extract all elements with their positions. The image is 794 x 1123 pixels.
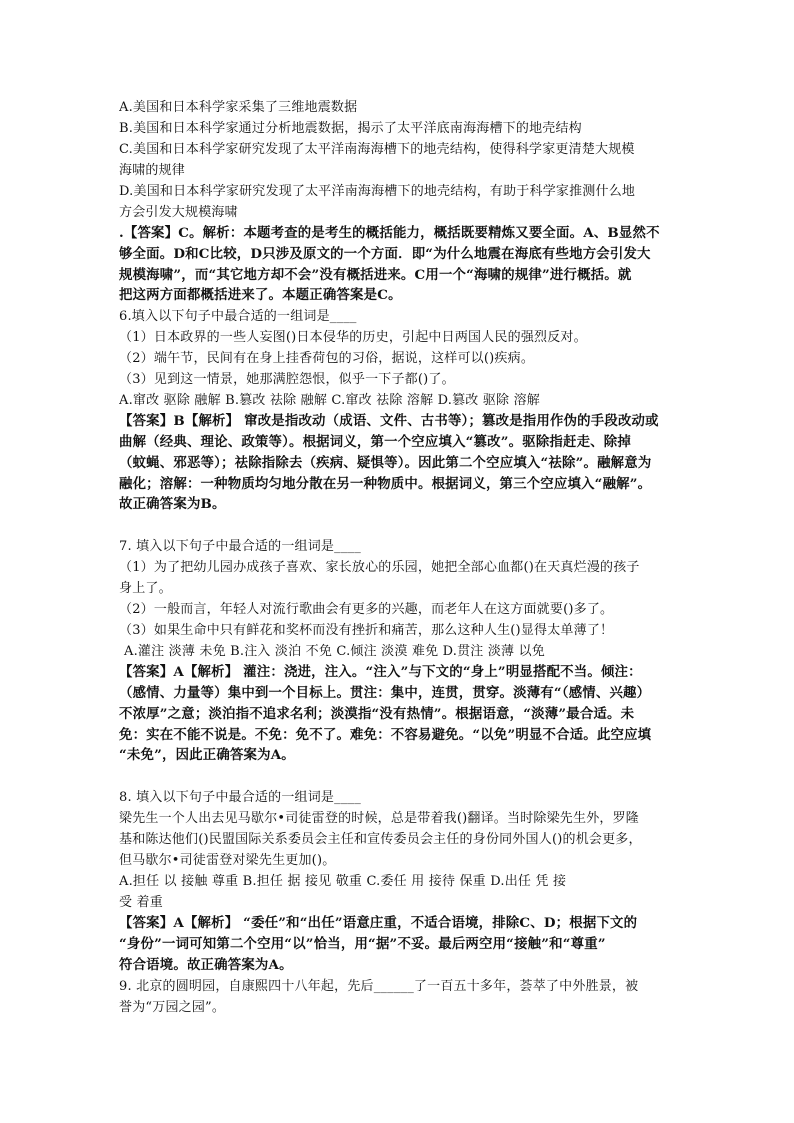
q7-sentence-1-cont: 身上了。 bbox=[119, 581, 172, 597]
q6-answer-line: （蚊蝇、邪恶等）；祛除指除去（疾病、疑惧等）。因此第二个空应填入“祛除”。融解意为 bbox=[119, 454, 652, 471]
q7-answer-line: 免：实在不能不说是。不免：免不了。难免：不容易避免。“以免”明显不合适。此空应填 bbox=[119, 726, 652, 743]
q7-answer-line: （感情、力量等）集中到一个目标上。贯注：集中，连贯，贯穿。淡薄有“（感情、兴趣） bbox=[119, 684, 651, 701]
q5-answer-line: .【答案】C。解析：本题考查的是考生的概括能力，概括既要精炼又要全面。A、B显然不 bbox=[119, 225, 660, 241]
q8-answer-line: 【答案】A【解析】 “委任”和“出任”语意庄重，不适合语境，排除C、D；根据下文的 bbox=[119, 915, 638, 932]
q6-stem: 6.填入以下句子中最合适的一组词是____ bbox=[119, 309, 357, 325]
q5-answer-line: 把这两方面都概括进来了。本题正确答案是C。 bbox=[119, 287, 402, 304]
q8-stem: 8. 填入以下句子中最合适的一组词是____ bbox=[119, 790, 361, 806]
q5-option-d: D.美国和日本科学家研究发现了太平洋南海海槽下的地壳结构，有助于科学家推测什么地 bbox=[119, 184, 636, 199]
q7-stem: 7. 填入以下句子中最合适的一组词是____ bbox=[119, 539, 361, 555]
q8-passage-line: 但马歇尔•司徒雷登对梁先生更加()。 bbox=[119, 853, 336, 869]
q8-options-cont: 受 着重 bbox=[119, 895, 163, 911]
q8-options: A.担任 以 接触 尊重 B.担任 据 接见 敬重 C.委任 用 接待 保重 D.出任 凭 接 bbox=[119, 874, 567, 890]
q6-options: A.窜改 驱除 融解 B.篡改 祛除 融解 C.窜改 祛除 溶解 D.篡改 驱除 溶解 bbox=[119, 393, 540, 409]
q6-answer-line: 故正确答案为B。 bbox=[119, 496, 226, 513]
q9-stem-cont: 誉为“万园之园”。 bbox=[119, 999, 226, 1015]
document-content bbox=[119, 97, 681, 1018]
q7-sentence-1: （1）为了把幼儿园办成孩子喜欢、家长放心的乐园，她把全部心血都()在天真烂漫的孩子 bbox=[119, 560, 640, 576]
q7-answer-line: “未免”，因此正确答案为A。 bbox=[119, 747, 295, 764]
q8-passage-line: 基和陈达他们()民盟国际关系委员会主任和宣传委员会主任的身份同外国人()的机会更多， bbox=[119, 832, 642, 848]
q5-option-c-cont: 海啸的规律 bbox=[119, 163, 186, 178]
q8-answer-line: 符合语境。故正确答案为A。 bbox=[119, 956, 293, 973]
q6-answer-line: 曲解（经典、理论、政策等）。根据词义，第一个空应填入“篡改”。驱除指赶走、除掉 bbox=[119, 433, 631, 450]
q5-answer-line: 够全面。D和C比较，D只涉及原文的一个方面．即“为什么地震在海底有些地方会引发大 bbox=[119, 245, 651, 262]
q9-stem: 9. 北京的圆明园，自康熙四十八年起，先后______了一百五十多年，荟萃了中外胜景，被 bbox=[119, 978, 639, 994]
q7-answer-line: 【答案】A【解析】 灌注：浇进，注入。“注入”与下文的“身上”明显搭配不当。倾注： bbox=[119, 664, 642, 681]
q6-sentence-3: （3）见到这一情景，她那满腔怨恨，似乎一下子都()了。 bbox=[119, 372, 455, 388]
q5-option-a: A.美国和日本科学家采集了三维地震数据 bbox=[119, 100, 358, 115]
q6-answer-line: 【答案】B【解析】 窜改是指改动（成语、文件、古书等）；篡改是指用作伪的手段改动或 bbox=[119, 413, 659, 430]
q7-sentence-2: （2）一般而言，年轻人对流行歌曲会有更多的兴趣，而老年人在这方面就要()多了。 bbox=[119, 602, 614, 618]
blank-line bbox=[119, 515, 681, 536]
q6-sentence-2: （2）端午节，民间有在身上挂香荷包的习俗，据说，这样可以()疾病。 bbox=[119, 351, 535, 367]
q7-sentence-3: （3）如果生命中只有鲜花和奖杯而没有挫折和痛苦，那么这种人生()显得太单薄了！ bbox=[119, 623, 614, 639]
q5-option-d-cont: 方会引发大规模海啸 bbox=[119, 205, 238, 220]
q5-option-c: C.美国和日本科学家研究发现了太平洋南海海槽下的地壳结构，使得科学家更清楚大规模 bbox=[119, 142, 635, 157]
q5-answer-line: 规模海啸”，而“其它地方却不会”没有概括进来。C用一个“海啸的规律”进行概括。就 bbox=[119, 266, 632, 283]
q8-answer-line: “身份”一词可知第二个空用“以”恰当，用“据”不妥。最后两空用“接触”和“尊重” bbox=[119, 935, 606, 952]
q5-option-b: B.美国和日本科学家通过分析地震数据，揭示了太平洋底南海海槽下的地壳结构 bbox=[119, 121, 582, 136]
q7-answer-line: 不浓厚”之意；淡泊指不追求名利；淡漠指“没有热情”。根据语意，“淡薄”最合适。未 bbox=[119, 705, 635, 722]
q7-options: A.灌注 淡薄 未免 B.注入 淡泊 不免 C.倾注 淡漠 难免 D.贯注 淡薄 以免 bbox=[124, 644, 545, 660]
q8-passage-line: 梁先生一个人出去见马歇尔•司徒雷登的时候，总是带着我()翻译。当时除梁先生外，罗隆 bbox=[119, 811, 640, 827]
q6-sentence-1: （1）日本政界的一些人妄图()日本侵华的历史，引起中日两国人民的强烈反对。 bbox=[119, 330, 587, 346]
q6-answer-line: 融化；溶解：一种物质均匀地分散在另一种物质中。根据词义，第三个空应填入“融解”。 bbox=[119, 475, 652, 492]
blank-line bbox=[119, 766, 681, 787]
